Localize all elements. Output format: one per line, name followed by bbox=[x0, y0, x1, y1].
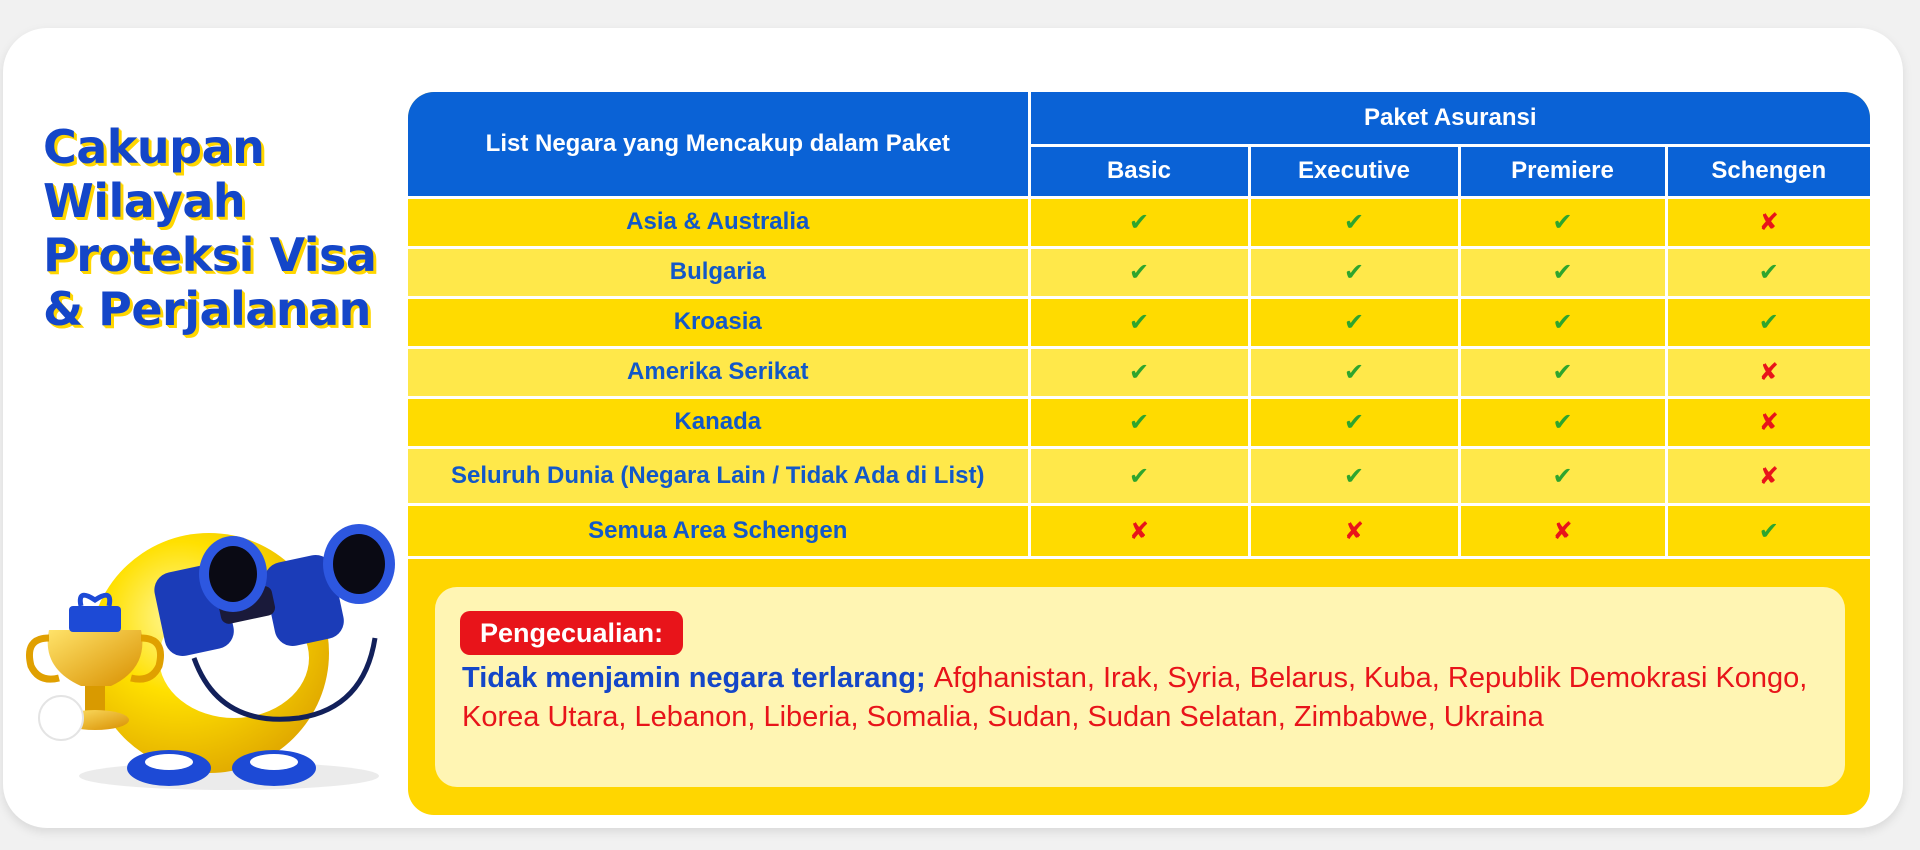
cross-icon-executive: ✘ bbox=[1249, 504, 1459, 557]
check-icon-premiere: ✔ bbox=[1459, 397, 1666, 447]
table-row bbox=[408, 347, 1870, 397]
check-icon-schengen: ✔ bbox=[1666, 504, 1870, 557]
exception-text bbox=[462, 659, 1832, 737]
country-cell: Seluruh Dunia (Negara Lain / Tidak Ada di List) bbox=[408, 447, 1029, 504]
check-icon-premiere: ✔ bbox=[1459, 447, 1666, 504]
title-line: Wilayah bbox=[43, 174, 246, 228]
binoculars-mascot-icon bbox=[19, 518, 429, 808]
coverage-panel bbox=[408, 92, 1870, 815]
check-icon-executive: ✔ bbox=[1249, 447, 1459, 504]
check-icon-executive: ✔ bbox=[1249, 347, 1459, 397]
page-title bbox=[43, 120, 403, 336]
package-header-executive: Executive bbox=[1249, 145, 1459, 197]
cross-icon-schengen: ✘ bbox=[1666, 347, 1870, 397]
check-icon-schengen: ✔ bbox=[1666, 297, 1870, 347]
exception-countries: Afghanistan, Irak, Syria, Belarus, Kuba, Republik Demokrasi Kongo, Korea Utara, Lebanon, Liberia, Somalia, Sudan, Sudan Selatan, Zimbabwe, Ukraina bbox=[462, 662, 1808, 733]
table-row bbox=[408, 447, 1870, 504]
check-icon-basic: ✔ bbox=[1029, 197, 1249, 247]
check-icon-executive: ✔ bbox=[1249, 297, 1459, 347]
title-line: Cakupan bbox=[43, 120, 265, 174]
table-row bbox=[408, 504, 1870, 557]
check-icon-executive: ✔ bbox=[1249, 247, 1459, 297]
check-icon-premiere: ✔ bbox=[1459, 297, 1666, 347]
exception-lead: Tidak menjamin negara terlarang; bbox=[462, 662, 926, 694]
exception-box bbox=[435, 587, 1845, 787]
table-row bbox=[408, 397, 1870, 447]
check-icon-basic: ✔ bbox=[1029, 247, 1249, 297]
check-icon-premiere: ✔ bbox=[1459, 197, 1666, 247]
check-icon-basic: ✔ bbox=[1029, 347, 1249, 397]
title-line: & Perjalanan bbox=[43, 282, 371, 336]
cross-icon-premiere: ✘ bbox=[1459, 504, 1666, 557]
country-cell: Asia & Australia bbox=[408, 197, 1029, 247]
cross-icon-basic: ✘ bbox=[1029, 504, 1249, 557]
country-cell: Amerika Serikat bbox=[408, 347, 1029, 397]
country-cell: Kanada bbox=[408, 397, 1029, 447]
package-header-basic: Basic bbox=[1029, 145, 1249, 197]
title-line: Proteksi Visa bbox=[43, 228, 377, 282]
table-row bbox=[408, 197, 1870, 247]
table-row bbox=[408, 247, 1870, 297]
check-icon-premiere: ✔ bbox=[1459, 347, 1666, 397]
package-header-schengen: Schengen bbox=[1666, 145, 1870, 197]
table-row bbox=[408, 297, 1870, 347]
package-header-premiere: Premiere bbox=[1459, 145, 1666, 197]
country-cell: Kroasia bbox=[408, 297, 1029, 347]
coverage-table bbox=[408, 92, 1870, 559]
check-icon-executive: ✔ bbox=[1249, 197, 1459, 247]
check-icon-premiere: ✔ bbox=[1459, 247, 1666, 297]
cross-icon-schengen: ✘ bbox=[1666, 397, 1870, 447]
exception-badge: Pengecualian: bbox=[460, 611, 683, 655]
check-icon-schengen: ✔ bbox=[1666, 247, 1870, 297]
cross-icon-schengen: ✘ bbox=[1666, 197, 1870, 247]
check-icon-basic: ✔ bbox=[1029, 297, 1249, 347]
country-cell: Semua Area Schengen bbox=[408, 504, 1029, 557]
check-icon-basic: ✔ bbox=[1029, 447, 1249, 504]
check-icon-basic: ✔ bbox=[1029, 397, 1249, 447]
package-group-header: Paket Asuransi bbox=[1029, 92, 1870, 145]
country-list-header: List Negara yang Mencakup dalam Paket bbox=[408, 92, 1029, 197]
cross-icon-schengen: ✘ bbox=[1666, 447, 1870, 504]
check-icon-executive: ✔ bbox=[1249, 397, 1459, 447]
coverage-card bbox=[3, 28, 1903, 828]
country-cell: Bulgaria bbox=[408, 247, 1029, 297]
